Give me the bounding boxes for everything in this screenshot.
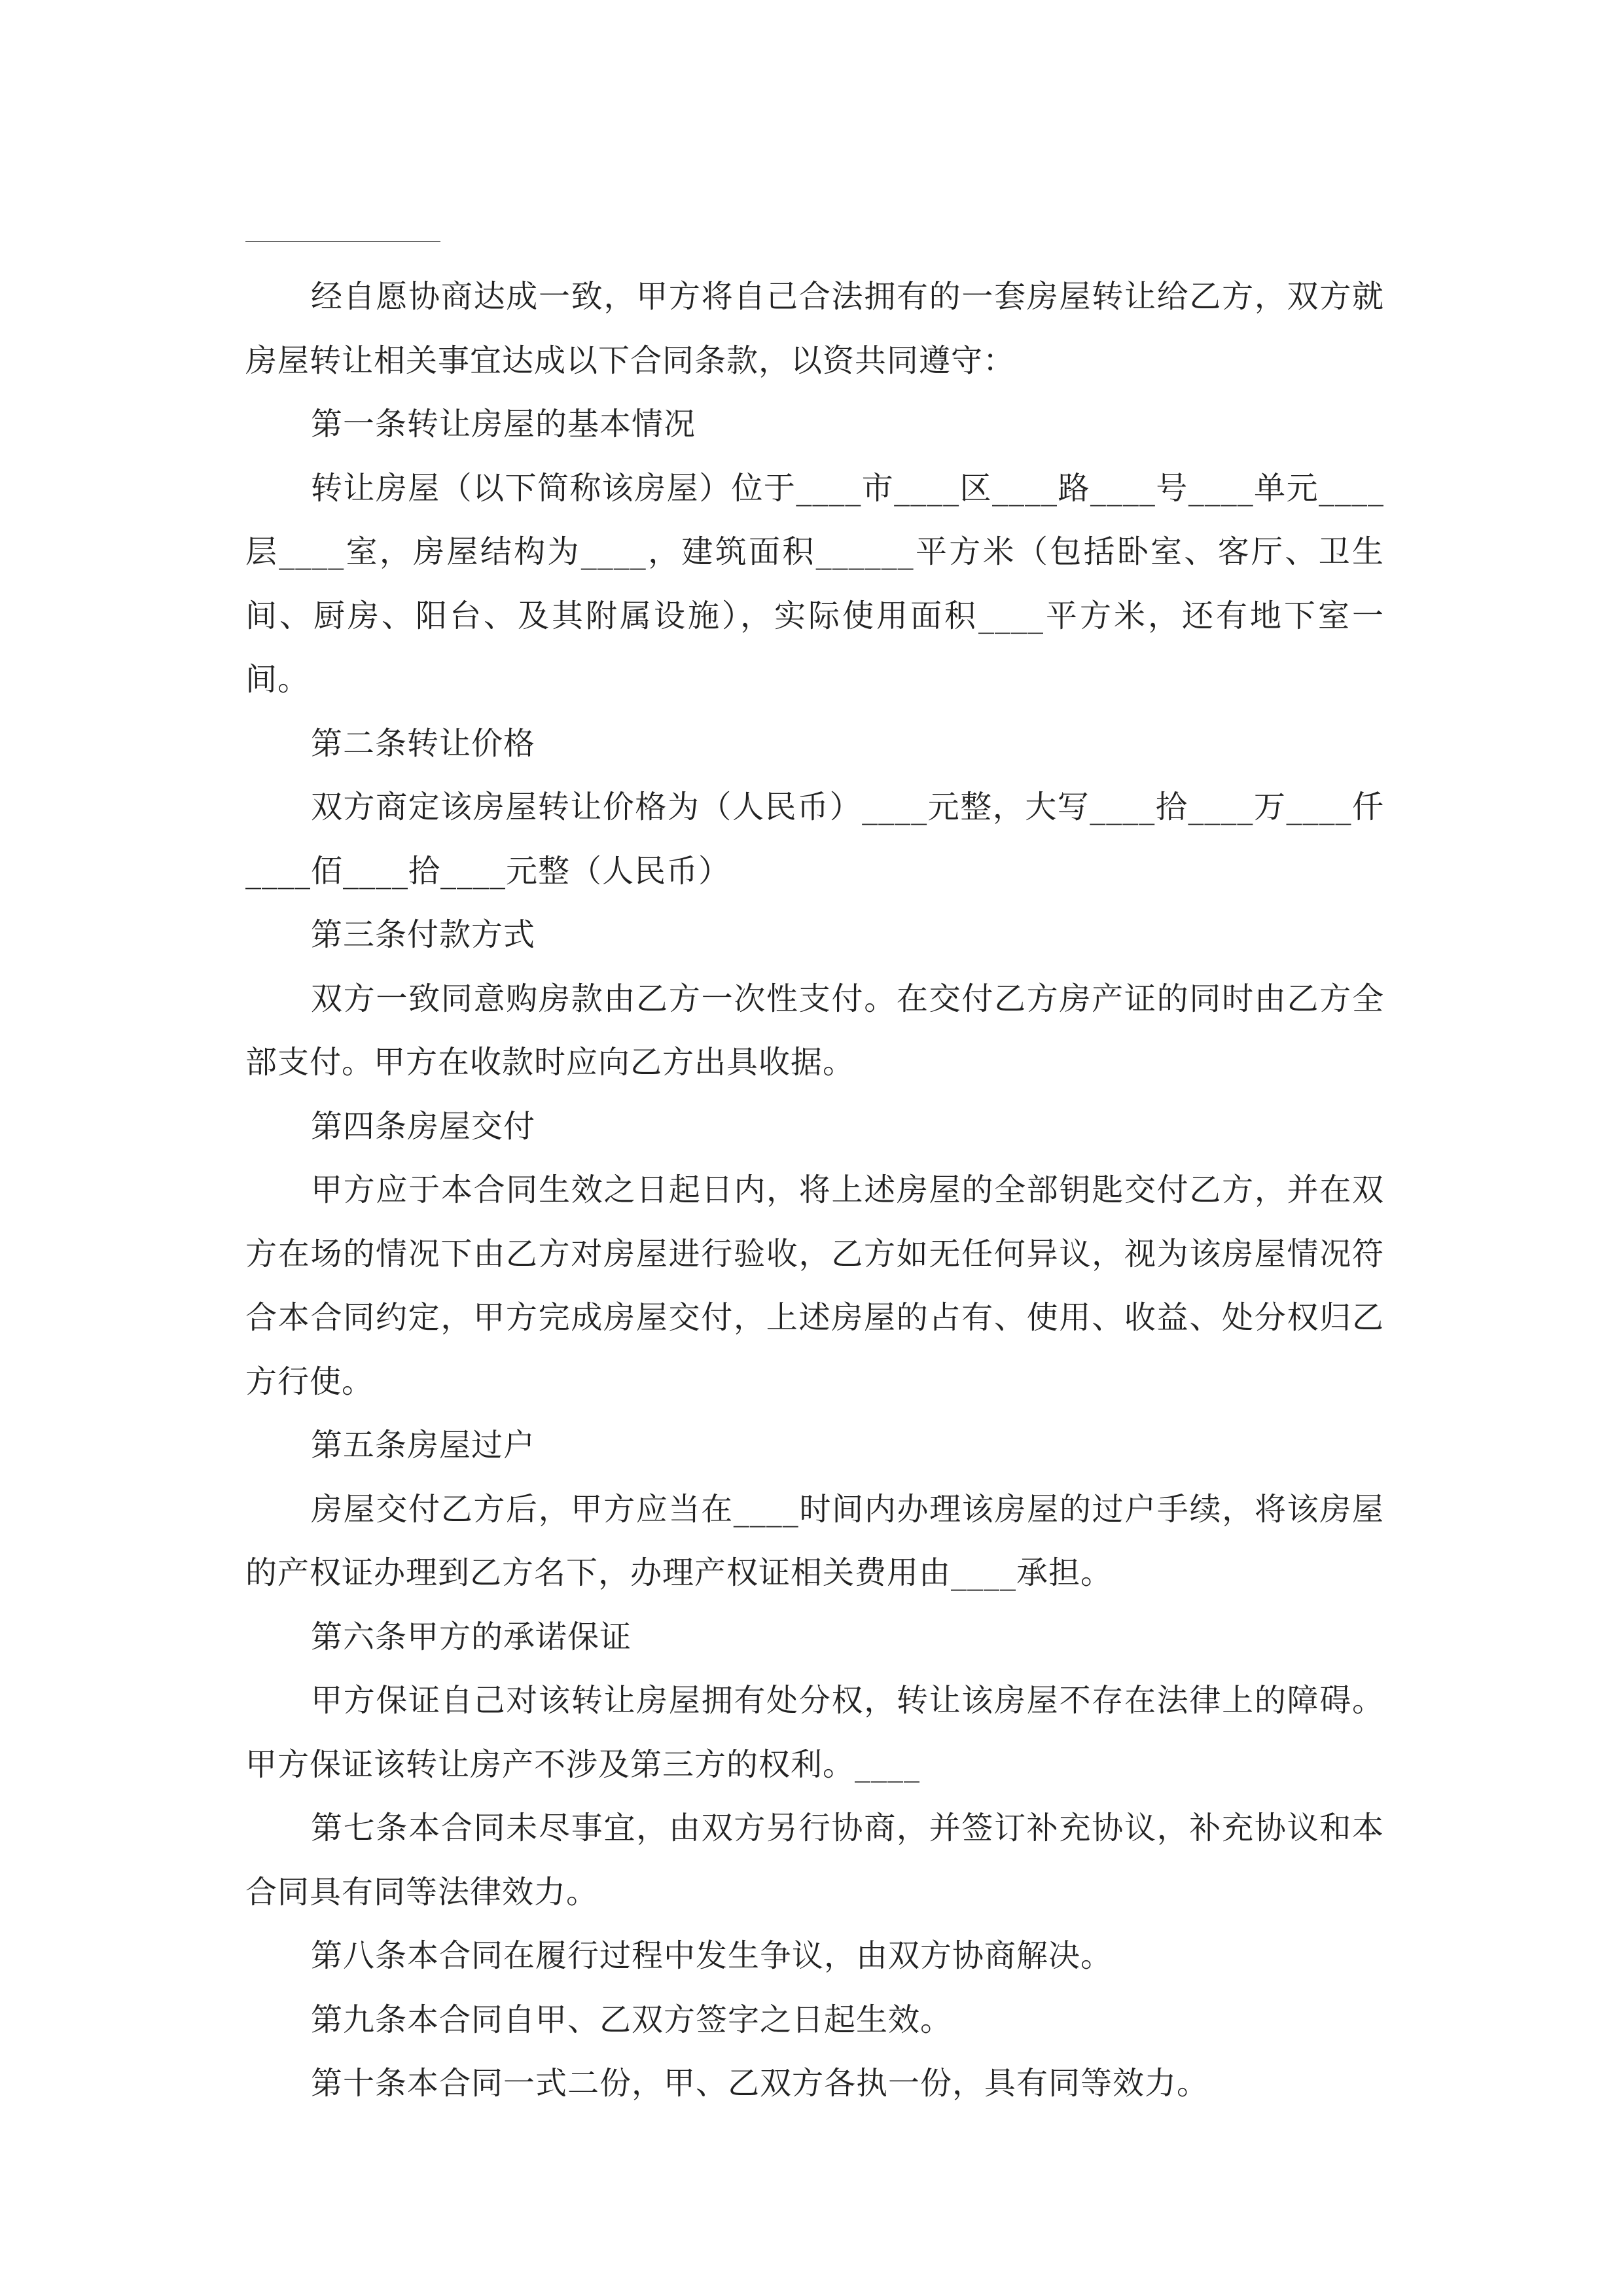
article-5-text: 房屋交付乙方后，甲方应当在____时间内办理该房屋的过户手续，将该房屋的产权证办理到乙方名下，办理产权证相关费用由____承担。 — [245, 1490, 1384, 1591]
article-3-text: 双方一致同意购房款由乙方一次性支付。在交付乙方房产证的同时由乙方全部支付。甲方在收款时应向乙方出具收据。 — [245, 980, 1384, 1081]
contract-body — [245, 265, 1384, 2116]
article-6-text: 甲方保证自己对该转让房屋拥有处分权，转让该房屋不存在法律上的障碍。甲方保证该转让房产不涉及第三方的权利。____ — [245, 1682, 1384, 1783]
article-1-heading: 第一条转让房屋的基本情况 — [311, 406, 696, 442]
top-rule — [245, 241, 440, 242]
article-4-text: 甲方应于本合同生效之日起日内，将上述房屋的全部钥匙交付乙方，并在双方在场的情况下由乙方对房屋进行验收，乙方如无任何异议，视为该房屋情况符合本合同约定，甲方完成房屋交付，上述房屋的占有、使用、收益、处分权归乙方行使。 — [245, 1172, 1384, 1400]
article-8-text: 第八条本合同在履行过程中发生争议，由双方协商解决。 — [311, 1937, 1113, 1974]
article-2-text: 双方商定该房屋转让价格为（人民币）____元整，大写____拾____万____仟____佰____拾____元整（人民币） — [245, 789, 1384, 889]
article-1-text: 转让房屋（以下简称该房屋）位于____市____区____路____号____单元____层____室，房屋结构为____，建筑面积______平方米（包括卧室、客厅、卫生间、厨房、阳台、及其附属设施），实际使用面积____平方米，还有地下室一间。 — [245, 469, 1384, 698]
article-9-text: 第九条本合同自甲、乙双方签字之日起生效。 — [311, 2001, 953, 2038]
article-7-text: 第七条本合同未尽事宜，由双方另行协商，并签订补充协议，补充协议和本合同具有同等法律效力。 — [245, 1810, 1384, 1910]
article-6-heading: 第六条甲方的承诺保证 — [311, 1618, 632, 1655]
article-2-heading: 第二条转让价格 — [311, 725, 536, 762]
article-3-heading: 第三条付款方式 — [311, 916, 536, 953]
intro-paragraph: 经自愿协商达成一致，甲方将自己合法拥有的一套房屋转让给乙方，双方就房屋转让相关事宜达成以下合同条款，以资共同遵守： — [245, 278, 1384, 379]
article-10-text: 第十条本合同一式二份，甲、乙双方各执一份，具有同等效力。 — [311, 2065, 1209, 2102]
article-4-heading: 第四条房屋交付 — [311, 1107, 536, 1145]
article-5-heading: 第五条房屋过户 — [311, 1427, 536, 1463]
